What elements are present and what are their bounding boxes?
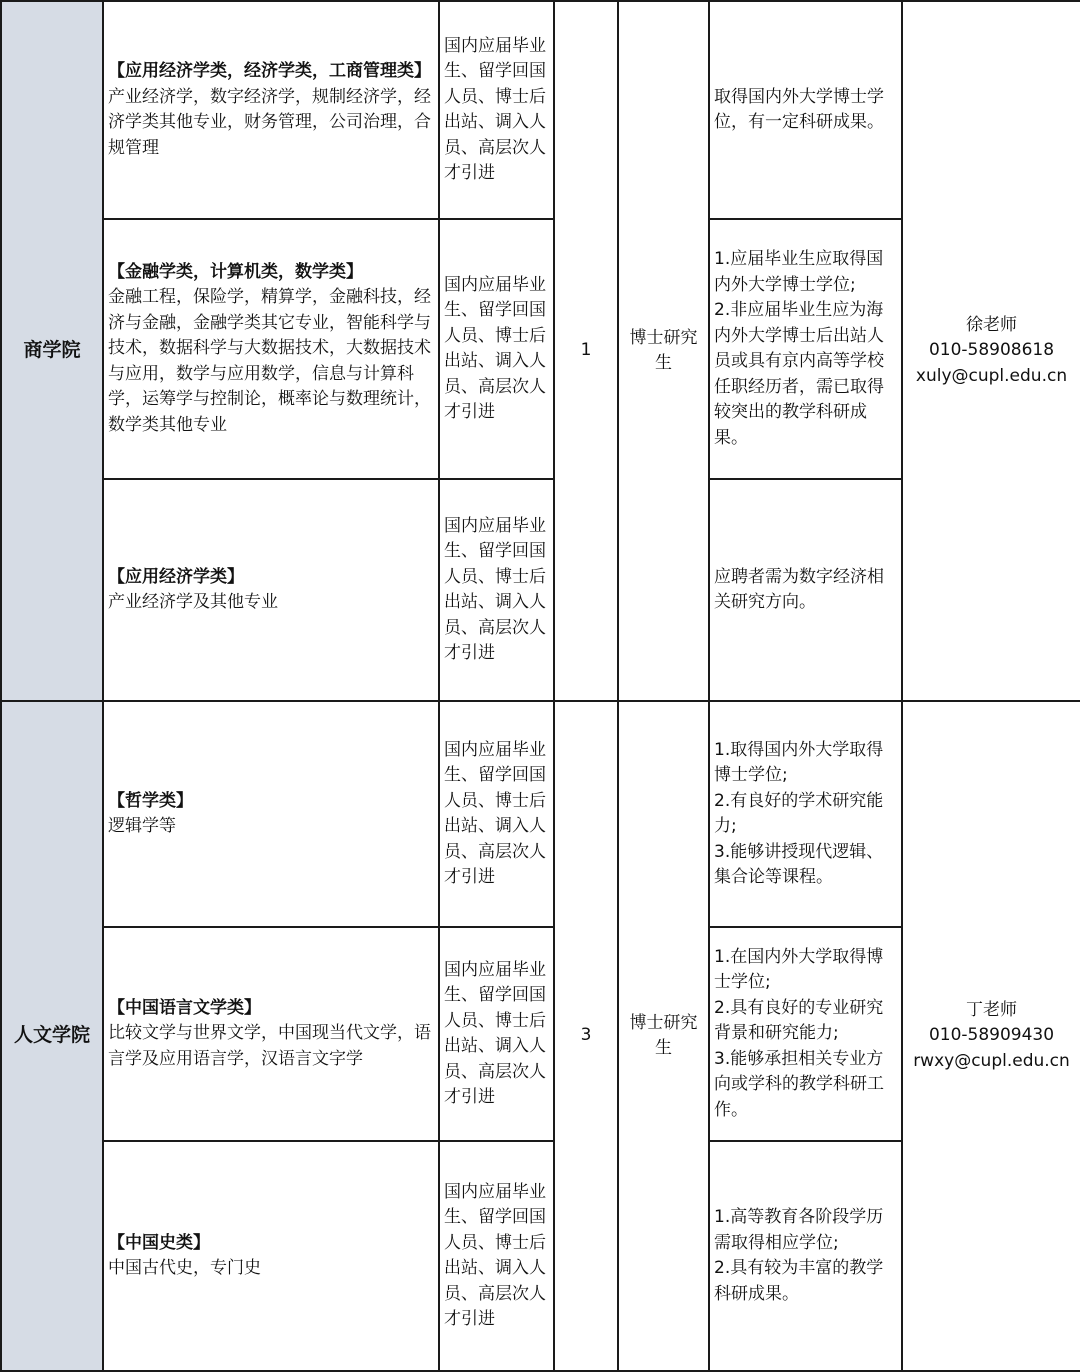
- table-row: [1, 701, 1080, 927]
- contact-name: 丁老师: [966, 999, 1017, 1020]
- education-cell: 博士研究生: [618, 1, 709, 701]
- requirement-item: 1.高等教育各阶段学历需取得相应学位;: [714, 1207, 884, 1253]
- requirement-item: 1.在国内外大学取得博士学位;: [714, 946, 884, 993]
- requirement-item: 3.能够承担相关专业方向或学科的教学科研工作。: [714, 1048, 884, 1120]
- requirement-item: 取得国内外大学博士学位，有一定科研成果。: [714, 86, 884, 132]
- requirement-item: 2.具有较为丰富的教学科研成果。: [714, 1258, 884, 1304]
- requirements-cell: [709, 927, 902, 1141]
- requirements-cell: [709, 701, 902, 927]
- requirements-cell: [709, 479, 902, 701]
- count-cell: 1: [554, 1, 618, 701]
- contact-cell: [902, 1, 1080, 701]
- source-cell: 国内应届毕业生、留学回国人员、博士后出站、调入人员、高层次人才引进: [439, 219, 554, 479]
- major-category: 【中国语言文学类】: [108, 997, 261, 1018]
- education-cell: 博士研究生: [618, 701, 709, 1371]
- college-name-cell: 商学院: [1, 1, 103, 701]
- source-cell: 国内应届毕业生、留学回国人员、博士后出站、调入人员、高层次人才引进: [439, 1, 554, 219]
- major-cell: [103, 479, 439, 701]
- contact-name: 徐老师: [966, 314, 1017, 335]
- requirements-cell: [709, 1, 902, 219]
- requirement-item: 2.非应届毕业生应为海内外大学博士后出站人员或具有京内高等学校任职经历者，需已取得较突出的教学科研成果。: [714, 300, 884, 448]
- source-cell: 国内应届毕业生、留学回国人员、博士后出站、调入人员、高层次人才引进: [439, 927, 554, 1141]
- requirement-item: 2.具有良好的专业研究背景和研究能力;: [714, 997, 884, 1044]
- major-cell: [103, 927, 439, 1141]
- major-cell: [103, 1, 439, 219]
- source-cell: 国内应届毕业生、留学回国人员、博士后出站、调入人员、高层次人才引进: [439, 479, 554, 701]
- major-specialties: 比较文学与世界文学，中国现当代文学，语言学及应用语言学，汉语言文字学: [108, 1023, 431, 1069]
- major-category: 【应用经济学类】: [108, 566, 244, 587]
- major-category: 【金融学类，计算机类，数学类】: [108, 261, 363, 282]
- requirement-item: 3.能够讲授现代逻辑、集合论等课程。: [714, 841, 884, 887]
- source-cell: 国内应届毕业生、留学回国人员、博士后出站、调入人员、高层次人才引进: [439, 701, 554, 927]
- major-specialties: 中国古代史，专门史: [108, 1258, 261, 1278]
- contact-cell: [902, 701, 1080, 1371]
- major-specialties: 金融工程，保险学，精算学，金融科技，经济与金融，金融学类其它专业，智能科学与技术，数据科学与大数据技术，大数据技术与应用，数学与应用数学，信息与计算科学，运筹学与控制论，概率论与数理统计，数学类其他专业: [108, 287, 431, 435]
- contact-email: xuly@cupl.edu.cn: [915, 365, 1068, 386]
- major-specialties: 逻辑学等: [108, 816, 176, 836]
- requirement-item: 2.有良好的学术研究能力;: [714, 790, 884, 836]
- major-cell: [103, 1141, 439, 1371]
- requirements-cell: [709, 219, 902, 479]
- requirement-item: 1.应届毕业生应取得国内外大学博士学位;: [714, 249, 884, 295]
- major-category: 【应用经济学类，经济学类，工商管理类】: [108, 61, 431, 81]
- source-cell: 国内应届毕业生、留学回国人员、博士后出站、调入人员、高层次人才引进: [439, 1141, 554, 1371]
- contact-phone: 010-58909430: [928, 1025, 1055, 1046]
- major-category: 【中国史类】: [108, 1232, 210, 1253]
- major-category: 【哲学类】: [108, 790, 193, 811]
- requirement-item: 应聘者需为数字经济相关研究方向。: [714, 566, 884, 612]
- contact-phone: 010-58908618: [928, 340, 1055, 361]
- count-cell: 3: [554, 701, 618, 1371]
- requirements-cell: [709, 1141, 902, 1371]
- requirement-item: 1.取得国内外大学取得博士学位;: [714, 739, 884, 785]
- table-row: [1, 1, 1080, 219]
- major-cell: [103, 701, 439, 927]
- major-specialties: 产业经济学及其他专业: [108, 592, 278, 612]
- college-name-cell: 人文学院: [1, 701, 103, 1371]
- major-cell: [103, 219, 439, 479]
- contact-email: rwxy@cupl.edu.cn: [913, 1050, 1070, 1071]
- major-specialties: 产业经济学，数字经济学，规制经济学，经济学类其他专业，财务管理，公司治理，合规管理: [108, 86, 431, 158]
